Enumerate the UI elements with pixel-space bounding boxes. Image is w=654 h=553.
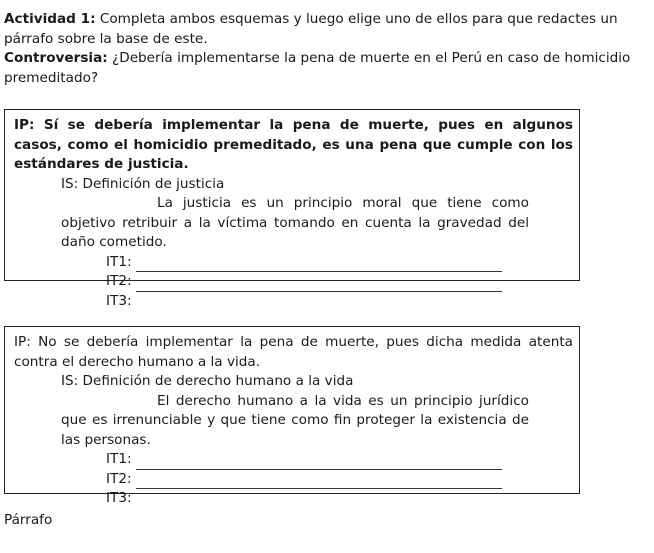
scheme2-it1-blank[interactable] [136,456,502,470]
scheme2-it3-label: IT3: [106,490,132,506]
scheme1-it1-row[interactable] [106,253,579,273]
scheme1-definition: La justicia es un principio moral que tiene como objetivo retribuir a la víctima tomando en cuenta la gravedad del daño cometido. [61,195,529,250]
scheme1-it2-row[interactable] [106,272,579,292]
scheme2-it3-row[interactable] [106,489,579,509]
instructions [4,10,634,88]
scheme2-definition: El derecho humano a la vida es un principio jurídico que es irrenunciable y que tiene como fin proteger la existencia de las personas. [61,392,529,448]
scheme2-ip: IP: No se debería implementar la pena de muerte, pues dicha medida atenta contra el derecho humano a la vida. [14,334,573,370]
scheme2-it2-label: IT2: [106,470,132,487]
activity-label: Actividad 1: [4,11,96,27]
controversy-label: Controversia: [4,50,108,66]
activity-line [4,10,634,49]
scheme1-it1-blank[interactable] [136,258,502,272]
scheme1-it3-label: IT3: [106,292,132,309]
paragraph-heading: Párrafo [4,512,53,528]
scheme1-it1-label: IT1: [106,253,132,270]
controversy-text: ¿Debería implementarse la pena de muerte en el Perú en caso de homicidio premeditado? [4,50,631,86]
scheme2-it2-blank[interactable] [136,475,502,489]
scheme1-it2-label: IT2: [106,273,132,289]
scheme1-ip: IP: Sí se debería implementar la pena de muerte, pues en algunos casos, como el homicidio premeditado, es una pena que cumple con los estándares de justicia. [14,117,573,172]
controversy-line [4,49,634,88]
scheme2-is: IS: Definición de derecho humano a la vida [61,373,354,389]
scheme-box-2 [4,326,580,506]
scheme2-it1-row[interactable] [106,450,579,470]
scheme2-it2-row[interactable] [106,470,579,490]
scheme2-it1-label: IT1: [106,451,132,467]
scheme1-is: IS: Definición de justicia [61,175,225,192]
scheme1-it2-blank[interactable] [136,278,502,292]
scheme1-it3-row[interactable] [106,292,579,312]
scheme-box-1 [4,109,580,309]
activity-text: Completa ambos esquemas y luego elige uno de ellos para que redactes un párrafo sobre la base de este. [4,11,618,47]
